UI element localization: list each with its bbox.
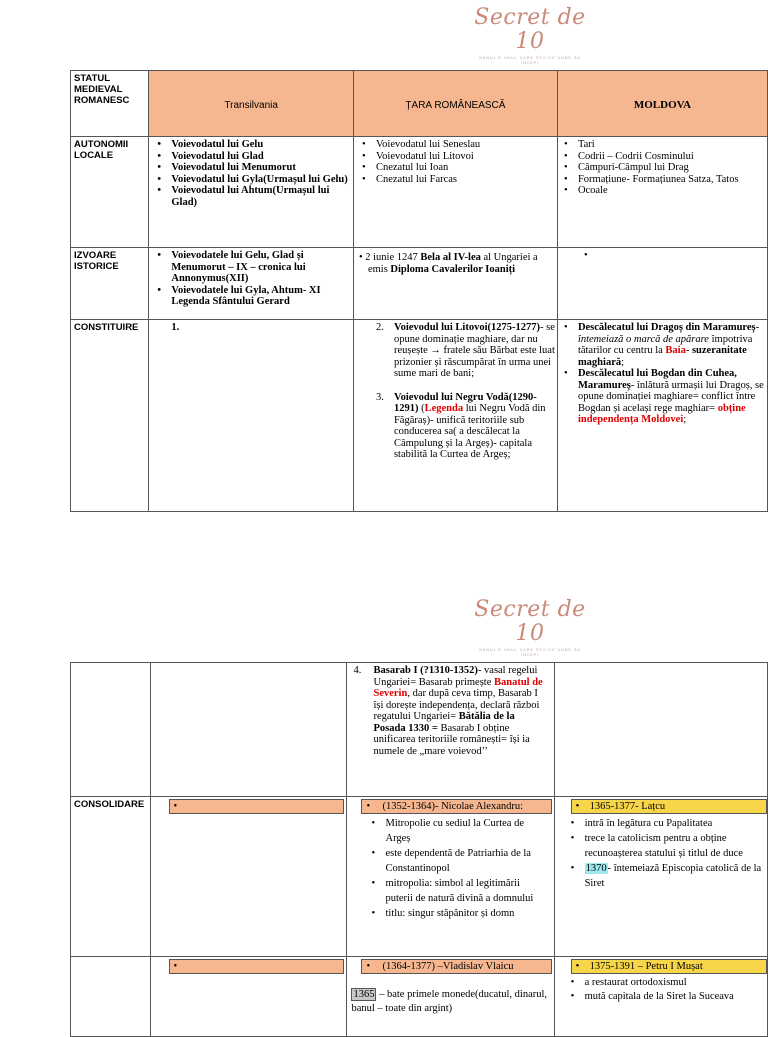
ruler-heading: • (1364-1377) –Vladislav Vlaicu [361, 959, 551, 974]
logo-brand: Secret de 10 [474, 597, 586, 646]
list-item: • Codrii – Codrii Cosminului [578, 151, 767, 163]
highlighted-bullet [169, 799, 345, 814]
cell-constituire-transilvania [149, 320, 354, 512]
list-item: • Cnezatul lui Farcas [376, 174, 557, 186]
header-transilvania: Transilvania [149, 71, 354, 137]
list-item: • trece la catolicism pentru a obține recunoașterea statului și titlul de duce [585, 831, 767, 861]
cell-consolidare-moldova [554, 797, 767, 957]
cell-constituire-moldova [557, 320, 767, 512]
highlighted-bullet [169, 959, 345, 974]
ruler-heading: • (1352-1364)- Nicolae Alexandru: [361, 799, 551, 814]
list-item: • Formațiune- Formațiunea Satza, Tatos [578, 174, 767, 186]
empty-label-cell [71, 957, 151, 1037]
list-item: • Voievodatele lui Gyla, Ahtum- XI Legenda Sfântului Gerard [171, 285, 353, 308]
list-item: • Voievodatul lui Gelu [171, 139, 353, 151]
ruler-heading: • 1375-1391 – Petru I Mușat [571, 959, 767, 974]
cell-third-moldova [554, 957, 767, 1037]
cell-constituire-tara-romaneasca [353, 320, 557, 512]
empty-cell [554, 663, 767, 797]
list-item: • Mitropolie cu sediul la Curtea de Argeș [385, 816, 547, 846]
logo-tagline: BANUL E UNUL CARE STII DE UNDE SA INCEPI [479, 55, 581, 65]
row-basarab [71, 663, 768, 797]
row-autonomii [71, 137, 768, 248]
list-item: • Voievodatul lui Menumorut [171, 162, 353, 174]
year-highlight: 1365 [353, 989, 375, 1000]
row-label-izvoare: IZVOARE ISTORICE [71, 248, 149, 320]
cell-basarab [347, 663, 554, 797]
list-item: • mută capitala de la Siret la Suceava [585, 990, 767, 1004]
table-header-row [71, 71, 768, 137]
row-label-autonomii: AUTONOMII LOCALE [71, 137, 149, 248]
list-item: • Tari [578, 139, 767, 151]
list-item: • Voievodatul lui Seneslau [376, 139, 557, 151]
cell-izvoare-tara-romaneasca [353, 248, 557, 320]
list-item: • Descălecatul lui Dragoș din Maramureș- întemeiază o marcă de apărare împotriva tătarilor cu centru la Baia- suzeranitate maghiară; [578, 322, 767, 368]
year-highlight: 1370 [585, 863, 607, 874]
list-item: • Câmpuri-Câmpul lui Drag [578, 162, 767, 174]
empty-label-cell [71, 663, 151, 797]
list-item: • 1370- întemeiază Episcopia catolică de la Siret [585, 861, 767, 891]
header-moldova: MOLDOVA [557, 71, 767, 137]
logo-top [470, 6, 590, 65]
logo-tagline: BANUL E UNUL CARE STII DE UNDE SA INCEPI [479, 647, 581, 657]
row-izvoare [71, 248, 768, 320]
list-item: • Voievodatele lui Gelu, Glad și Menumorut – IX – cronica lui Annonymus(XII) [171, 250, 353, 285]
list-item: • Voievodatul lui Litovoi [376, 151, 557, 163]
row-third [71, 957, 768, 1037]
corner-header: STATUL MEDIEVAL ROMANESC [71, 71, 149, 137]
cell-consolidare-tara-romaneasca [347, 797, 554, 957]
list-item: • Cnezatul lui Ioan [376, 162, 557, 174]
row-consolidare [71, 797, 768, 957]
logo-brand: Secret de 10 [474, 5, 586, 54]
cell-autonomii-transilvania [149, 137, 354, 248]
constituire-number-1: 1. [171, 322, 180, 333]
row-label-constituire: CONSTITUIRE [71, 320, 149, 512]
list-item: • a restaurat ortodoxismul [585, 976, 767, 990]
list-item: • titlu: singur stăpânitor și domn [385, 906, 547, 921]
list-item: 4. Basarab I (?1310-1352)- vasal regelui Ungariei= Basarab primește Banatul de Severin, dar după ceva timp, Basarab I își dorește independența, declară război regatului Ungariei= Bătălia de la Posada 1330 = Basarab I obține unificarea teritoriile românești= își ia numele de „mare voievod’’ [353, 665, 543, 757]
cell-third-transilvania [150, 957, 347, 1037]
cell-autonomii-moldova [557, 137, 767, 248]
logo-second-page [470, 598, 590, 657]
cell-third-tara-romaneasca [347, 957, 554, 1037]
list-item: • Voievodatul lui Glad [171, 151, 353, 163]
cell-autonomii-tara-romaneasca [353, 137, 557, 248]
empty-bullet: • [583, 250, 588, 261]
cell-consolidare-transilvania [150, 797, 347, 957]
list-item: • Ocoale [578, 185, 767, 197]
row-label-consolidare: CONSOLIDARE [71, 797, 151, 957]
izvoare-diploma-text: • 2 iunie 1247 Bela al IV-lea al Ungariei a emis Diploma Cavalerilor Ioaniți [358, 252, 538, 275]
list-item: • este dependentă de Patriarhia de la Constantinopol [385, 846, 547, 876]
ruler-heading: • 1365-1377- Lațcu [571, 799, 767, 814]
list-item: • Voievodatul lui Ahtum(Urmașul lui Glad) [171, 185, 353, 208]
list-item: 2. Voievodul lui Litovoi(1275-1277)- se opune dominație maghiare, dar nu reușește → fratele său Bărbat este luat prizonier și răscumpărat în urma unei sume mari de bani; [375, 322, 555, 379]
empty-cell [150, 663, 347, 797]
list-item: • intră în legătura cu Papalitatea [585, 816, 767, 831]
list-item: • Voievodatul lui Gyla(Urmașul lui Gelu) [171, 174, 353, 186]
history-table-page1 [70, 70, 768, 512]
list-item: • Descălecatul lui Bogdan din Cuhea, Maramureș- înlătură urmașii lui Dragoș, se opune dominației maghiare= conflict între Bogdan și același rege maghiar= obține independența Moldovei; [578, 368, 767, 426]
cell-izvoare-moldova [557, 248, 767, 320]
coin-text: 1365 – bate primele monede(ducatul, dinarul, banul – toate din argint) [351, 989, 548, 1014]
row-constituire [71, 320, 768, 512]
cell-izvoare-transilvania [149, 248, 354, 320]
list-item: • mitropolia: simbol al legitimării puterii de natură divină a domnului [385, 876, 547, 906]
header-tara-romaneasca: ȚARA ROMÂNEASCĂ [353, 71, 557, 137]
history-table-page2 [70, 662, 768, 1037]
list-item: 3. Voievodul lui Negru Vodă(1290-1291) (Legenda lui Negru Vodă din Făgăraș)- unifică teritoriile sub conducerea sa( a descălecat la Câmpulung și la Argeș)- capitala stabilită la Curtea de Argeș; [375, 391, 546, 460]
